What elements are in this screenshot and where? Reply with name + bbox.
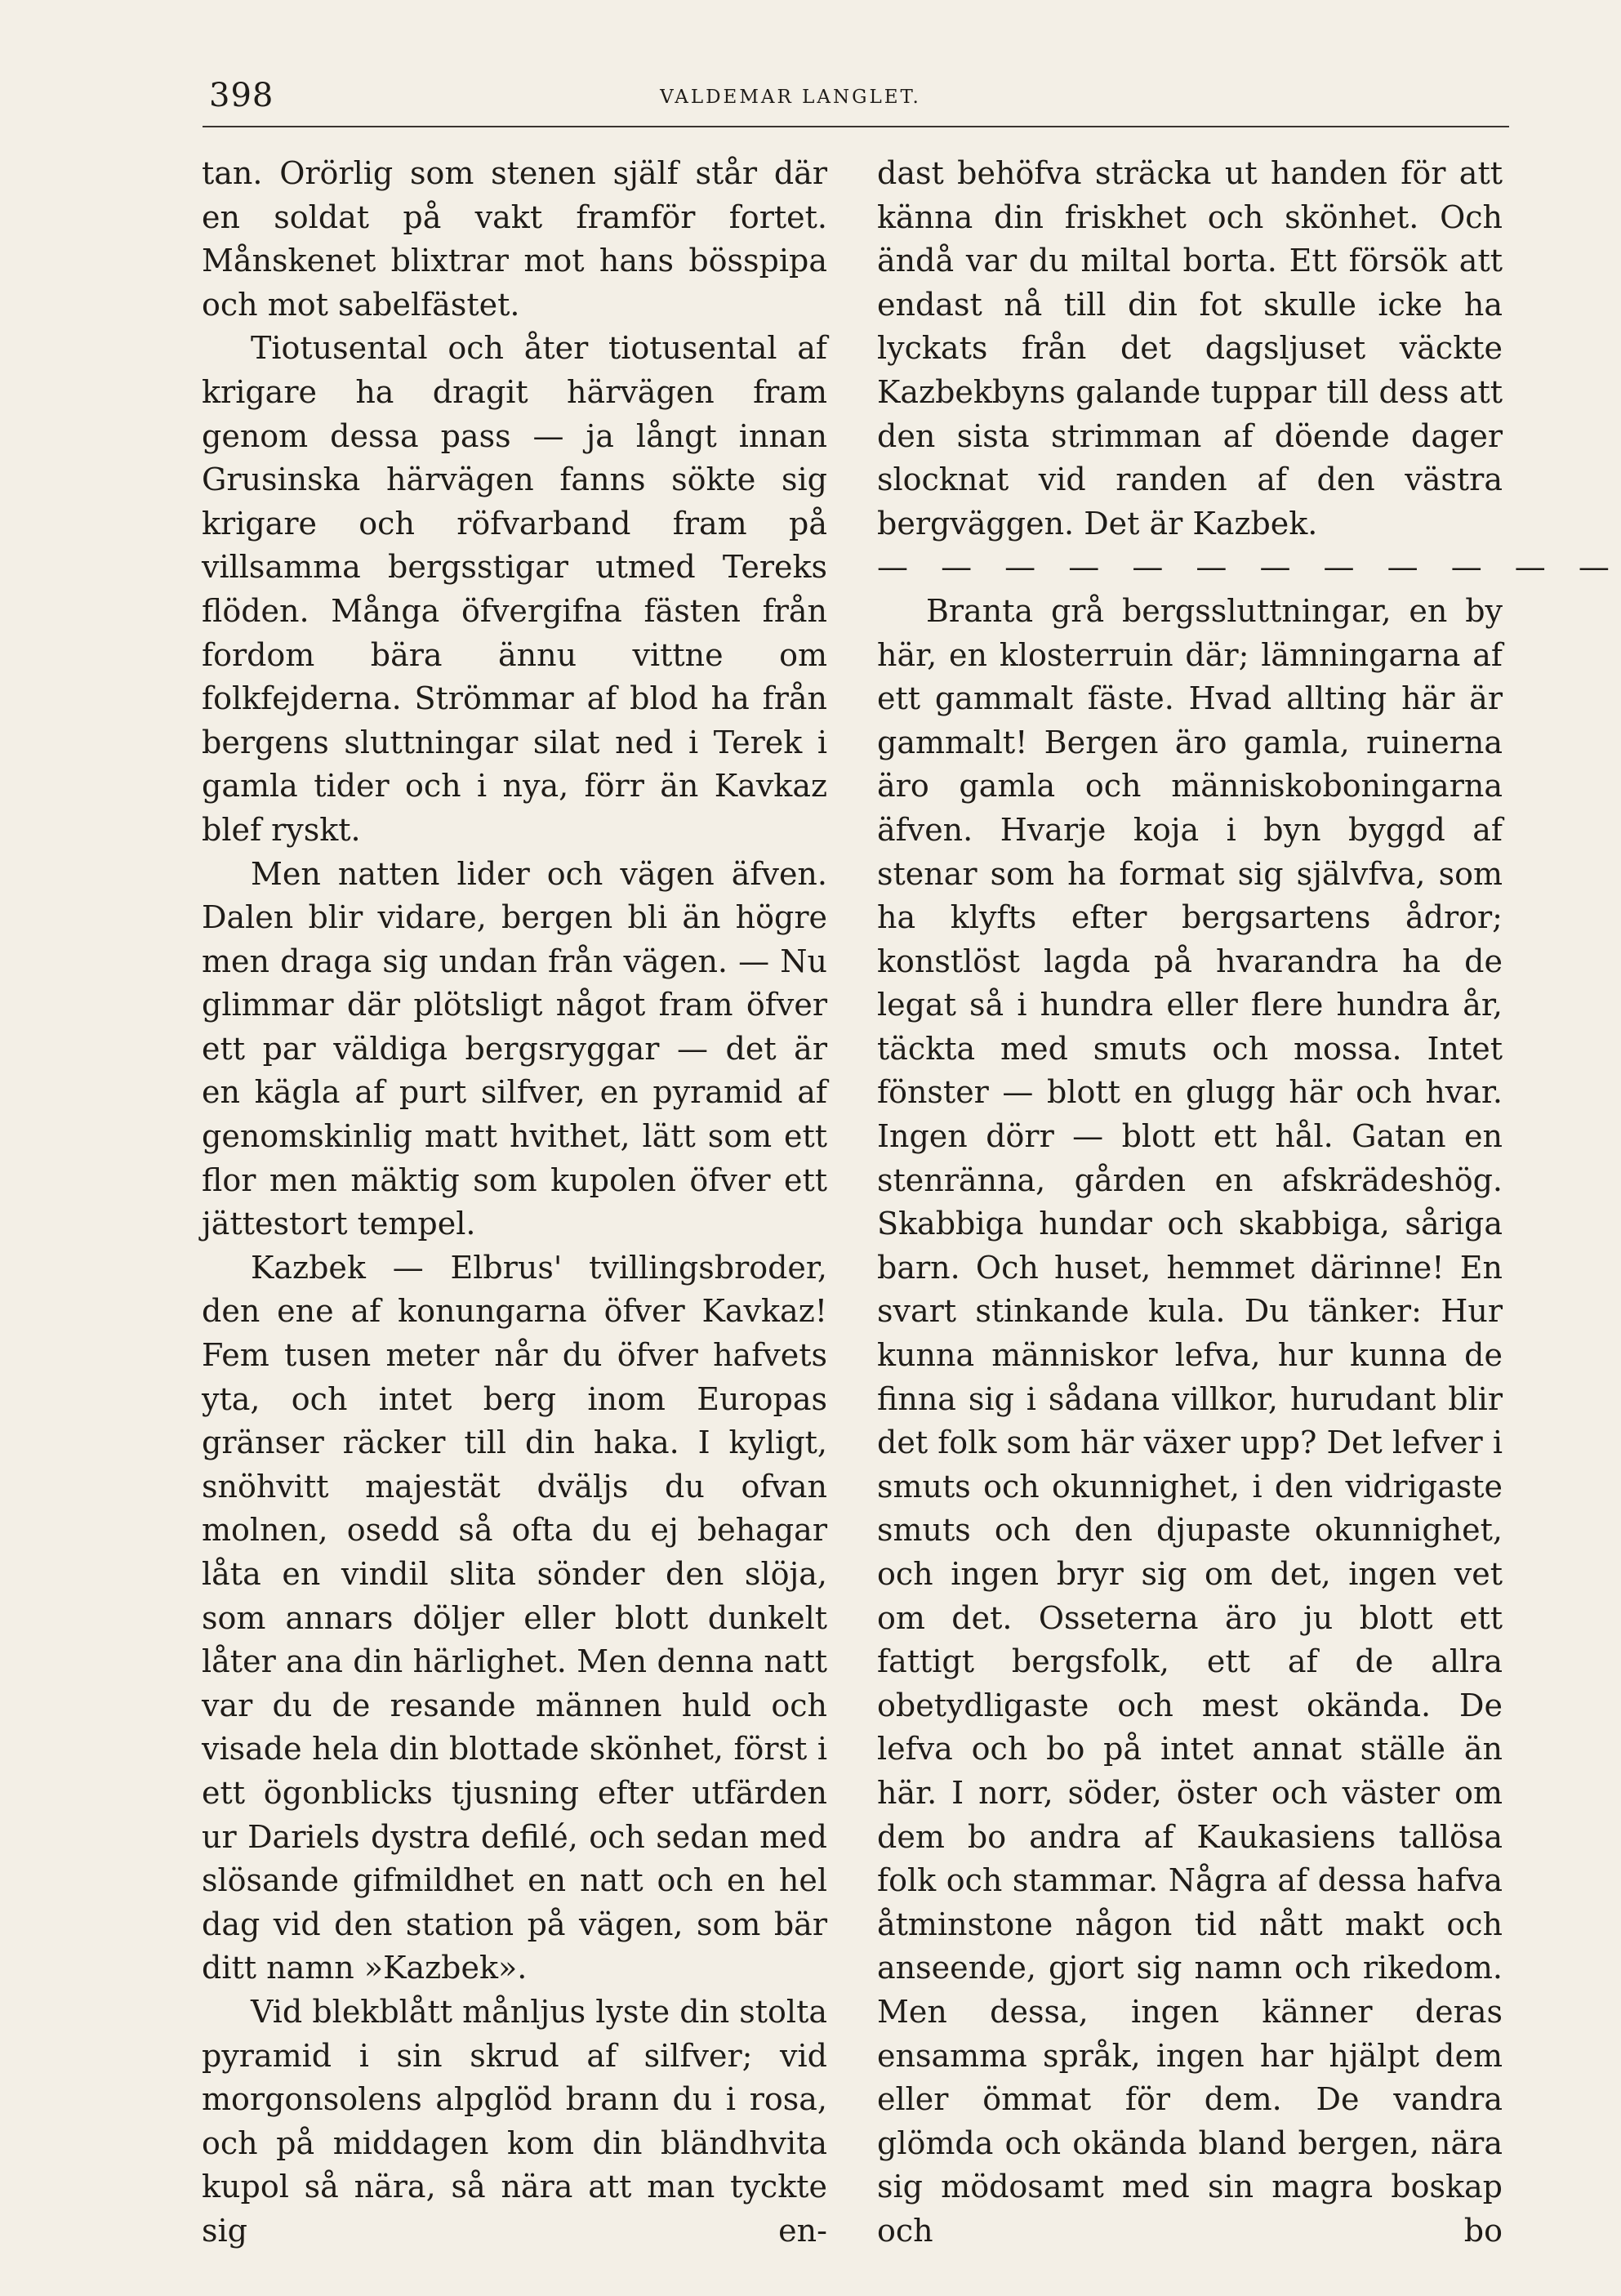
paragraph: tan. Orörlig som stenen själf står där en soldat på vakt framför fortet. Månskenet blixtrar mot hans bösspipa och mot sabelfästet. — [202, 155, 827, 323]
paragraph: Kazbek — Elbrus' tvillingsbroder, den ene af konungarna öfver Kavkaz! Fem tusen meter når du öfver hafvets yta, och intet berg inom Europas gränser räcker till din haka. I kyligt, snöhvitt majestät dväljs du ofvan molnen, osedd så ofta du ej behagar låta en vindil slita sönder den slöja, som annars döljer eller blott dunkelt låter ana din härlighet. Men denna natt var du de resande männen huld och visade hela din blottade skönhet, först i ett ögonblicks tjusning efter utfärden ur Dariels dystra defilé, och sedan med slösande gifmildhet en natt och en hel dag vid den station på vägen, som bär ditt namn »Kazbek». — [202, 1249, 827, 1986]
header-rule — [203, 126, 1509, 127]
paragraph: dast behöfva sträcka ut handen för att känna din friskhet och skönhet. Och ändå var du miltal borta. Ett försök att endast nå till din fot skulle icke ha lyckats från det dagsljuset väckte Kazbekbyns galande tuppar till dess att den sista strimman af döende dager slocknat vid randen af den västra bergväggen. Det är Kazbek. — [877, 155, 1503, 542]
paragraph: Men natten lider och vägen äfven. Dalen blir vidare, bergen bli än högre men draga sig undan från vägen. — Nu glimmar där plötsligt något fram öfver ett par väldiga bergsryggar — det är en kägla af purt silfver, en pyramid af genomskinlig matt hvithet, lätt som ett flor men mäktig som kupolen öfver ett jättestort tempel. — [202, 855, 827, 1242]
page-number: 398 — [209, 77, 274, 114]
section-break: — — — — — — — — — — — — — [877, 549, 1621, 586]
right-column — [877, 152, 1621, 2254]
running-head: VALDEMAR LANGLET. — [660, 87, 921, 108]
paragraph: Tiotusental och åter tiotusental af krigare ha dragit härvägen fram genom dessa pass — ja långt innan Grusinska härvägen fanns sökte sig krigare och röfvarband fram på villsamma bergsstigar utmed Tereks flöden. Många öfvergifna fästen från fordom bära ännu vittne om folkfejderna. Strömmar af blod ha från bergens sluttningar silat ned i Terek i gamla tider och i nya, förr än Kavkaz blef ryskt. — [202, 330, 827, 848]
paragraph: Vid blekblått månljus lyste din stolta pyramid i sin skrud af silfver; vid morgonsolens alpglöd brann du i rosa, och på middagen kom din bländhvita kupol så nära, så nära att man tyckte sig en- — [202, 1993, 827, 2249]
paragraph: Branta grå bergssluttningar, en by här, en klosterruin där; lämningarna af ett gammalt fäste. Hvad allting här är gammalt! Bergen äro gamla, ruinerna äro gamla och människoboningarna äfven. Hvarje koja i byn byggd af stenar som ha format sig självfva, som ha klyfts efter bergsartens ådror; konstlöst lagda på hvarandra ha de legat så i hundra eller flere hundra år, täckta med smuts och mossa. Intet fönster — blott en glugg här och hvar. Ingen dörr — blott ett hål. Gatan en stenränna, gården en afskrädeshög. Skabbiga hundar och skabbiga, såriga barn. Och huset, hemmet därinne! En svart stinkande kula. Du tänker: Hur kunna människor lefva, hur kunna de finna sig i sådana villkor, hurudant blir det folk som här växer upp? Det lefver i smuts och okunnighet, i den vidrigaste smuts och den djupaste okunnighet, och ingen bryr sig om det, ingen vet om det. Osseterna äro ju blott ett fattigt bergsfolk, ett af de allra obetydligaste och mest okända. De lefva och bo på intet annat ställe än här. I norr, söder, öster och väster om dem bo andra af Kaukasiens tallösa folk och stammar. Några af dessa hafva åtminstone någon tid nått makt och anseende, gjort sig namn och rikedom. Men dessa, ingen känner deras ensamma språk, ingen har hjälpt dem eller ömmat för dem. De vandra glömda och okända bland bergen, nära sig mödosamt med sin magra boskap och bo — [877, 592, 1503, 2249]
left-column — [202, 152, 827, 2254]
